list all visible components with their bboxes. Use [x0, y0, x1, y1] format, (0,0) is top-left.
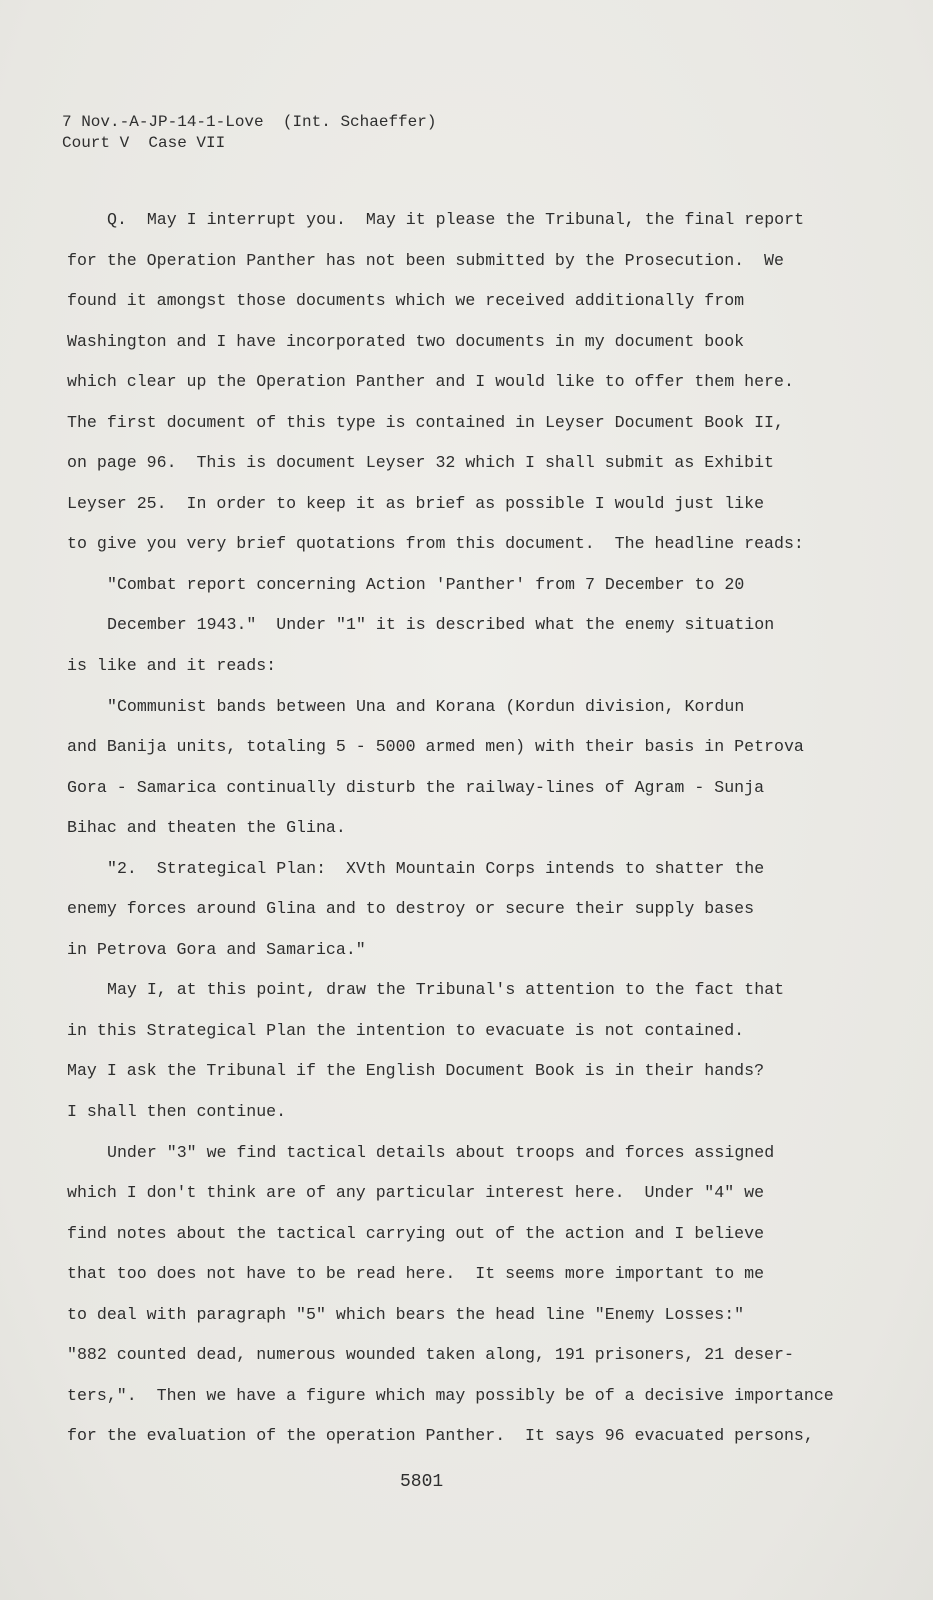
transcript-line: which clear up the Operation Panther and I would like to offer them here. — [67, 372, 794, 392]
transcript-line: "882 counted dead, numerous wounded taken along, 191 prisoners, 21 deser- — [67, 1345, 794, 1365]
transcript-line: enemy forces around Glina and to destroy or secure their supply bases — [67, 899, 755, 919]
transcript-line: in Petrova Gora and Samarica." — [67, 939, 366, 959]
transcript-line: May I ask the Tribunal if the English Document Book is in their hands? — [67, 1061, 765, 1081]
transcript-line: The first document of this type is contained in Leyser Document Book II, — [67, 412, 784, 432]
header-court-case: Court V Case VII — [62, 134, 226, 152]
transcript-line: found it amongst those documents which we received additionally from — [67, 291, 745, 311]
transcript-line: find notes about the tactical carrying out of the action and I believe — [67, 1223, 765, 1243]
transcript-line: that too does not have to be read here. It seems more important to me — [67, 1264, 765, 1284]
transcript-line: Leyser 25. In order to keep it as brief as possible I would just like — [67, 493, 765, 513]
transcript-line: and Banija units, totaling 5 - 5000 armed men) with their basis in Petrova — [67, 737, 804, 757]
transcript-line: Bihac and theaten the Glina. — [67, 818, 346, 838]
transcript-line: is like and it reads: — [67, 656, 277, 676]
transcript-line: I shall then continue. — [67, 1102, 287, 1122]
transcript-line: "Communist bands between Una and Korana (Kordun division, Kordun — [107, 696, 745, 716]
transcript-line: for the Operation Panther has not been submitted by the Prosecution. We — [67, 250, 784, 270]
transcript-line: in this Strategical Plan the intention to evacuate is not contained. — [67, 1020, 745, 1040]
transcript-body — [67, 206, 907, 1463]
transcript-line: which I don't think are of any particular interest here. Under "4" we — [67, 1183, 765, 1203]
transcript-line: December 1943." Under "1" it is described what the enemy situation — [107, 615, 775, 635]
transcript-line: to give you very brief quotations from this document. The headline reads: — [67, 534, 804, 554]
transcript-line: Q. May I interrupt you. May it please the Tribunal, the final report — [107, 210, 805, 229]
document-header — [62, 112, 436, 154]
transcript-line: to deal with paragraph "5" which bears the head line "Enemy Losses:" — [67, 1304, 745, 1324]
transcript-line: for the evaluation of the operation Panther. It says 96 evacuated persons, — [67, 1426, 814, 1446]
transcript-line: "Combat report concerning Action 'Panther' from 7 December to 20 — [107, 574, 745, 594]
page-number: 5801 — [400, 1472, 444, 1492]
transcript-line: Gora - Samarica continually disturb the railway-lines of Agram - Sunja — [67, 777, 765, 797]
transcript-line: Under "3" we find tactical details about troops and forces assigned — [107, 1142, 775, 1162]
header-reference: 7 Nov.-A-JP-14-1-Love (Int. Schaeffer) — [62, 113, 437, 131]
transcript-line: "2. Strategical Plan: XVth Mountain Corps intends to shatter the — [107, 858, 765, 878]
transcript-line: on page 96. This is document Leyser 32 which I shall submit as Exhibit — [67, 453, 775, 473]
transcript-line: May I, at this point, draw the Tribunal's attention to the fact that — [107, 980, 785, 1000]
transcript-line: ters,". Then we have a figure which may possibly be of a decisive importance — [67, 1385, 834, 1405]
transcript-line: Washington and I have incorporated two documents in my document book — [67, 331, 745, 351]
